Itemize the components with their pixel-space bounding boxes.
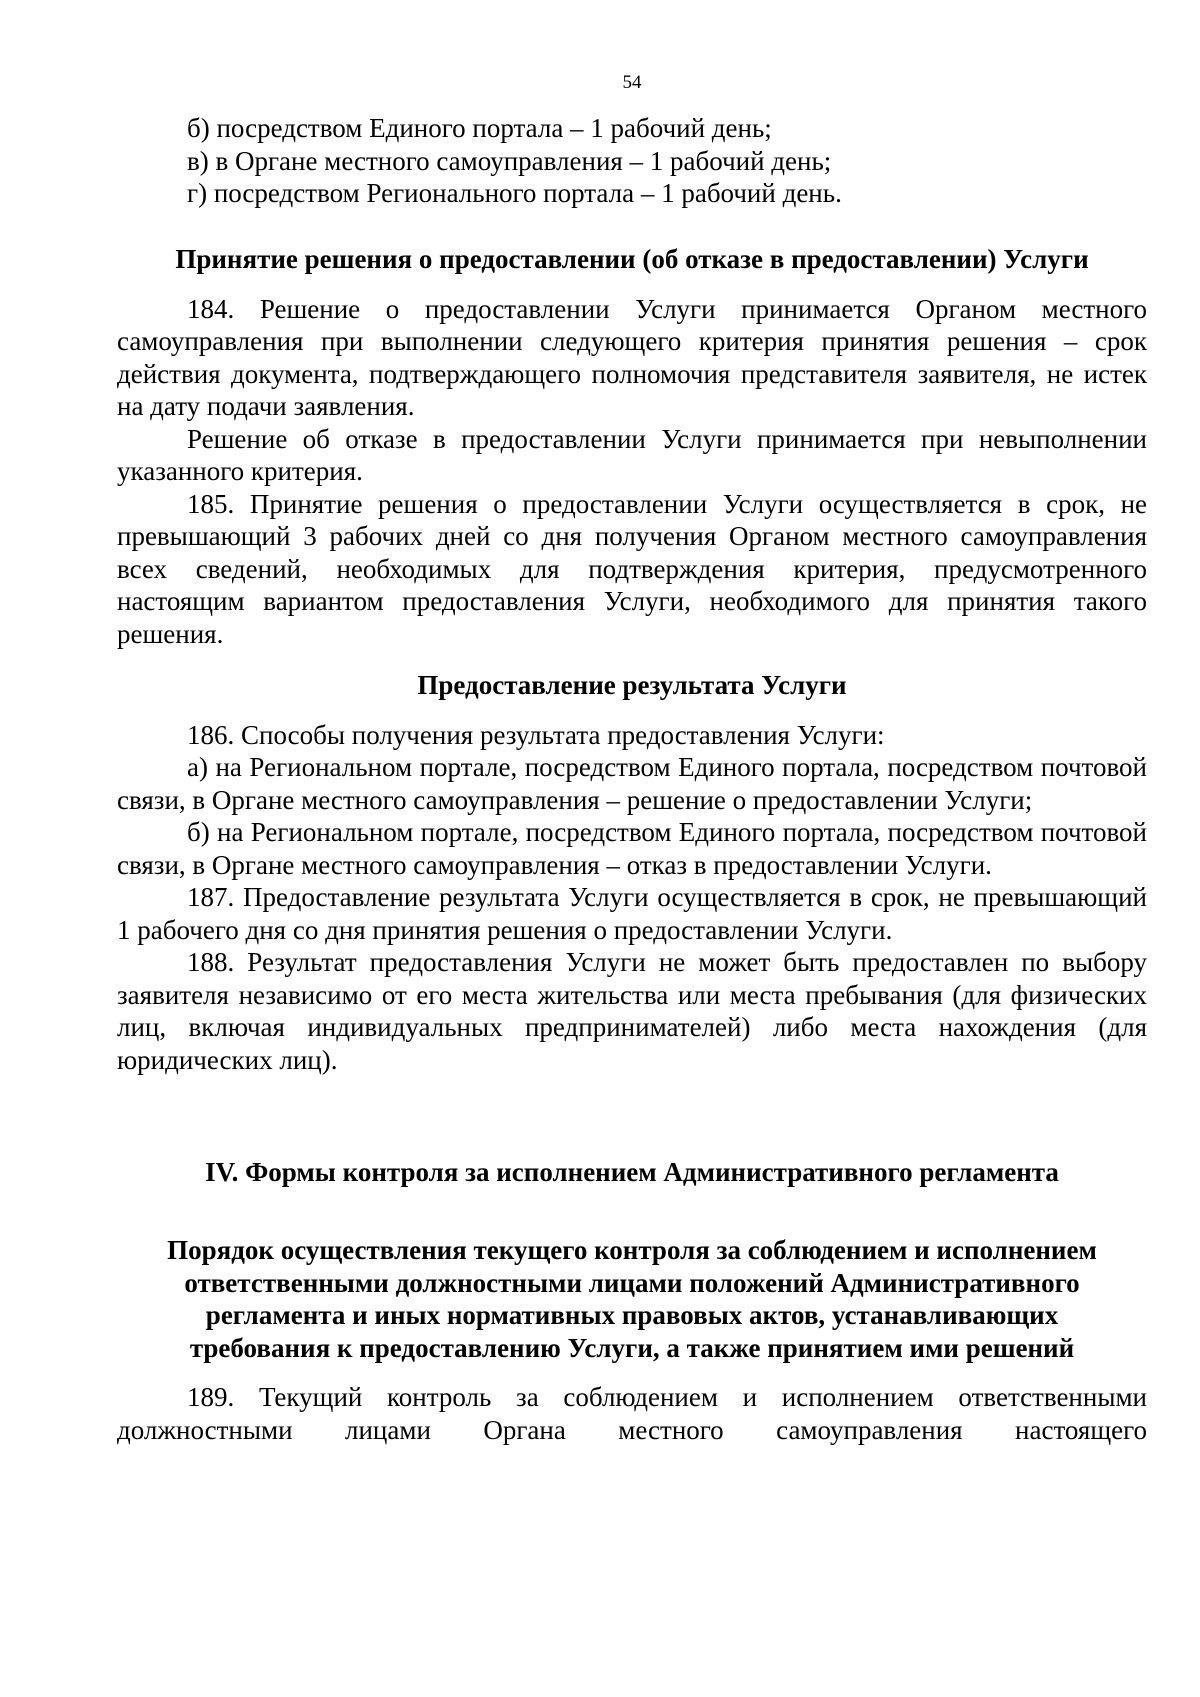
paragraph-186: 186. Способы получения результата предоставления Услуги: bbox=[187, 719, 885, 750]
section-decision bbox=[117, 243, 1147, 650]
top-list bbox=[117, 112, 1147, 210]
list-item: в) в Органе местного самоуправления – 1 рабочий день; bbox=[187, 145, 832, 176]
paragraph-187: 187. Предоставление результата Услуги осуществляется в срок, не превышающий 1 рабочего дня со дня принятия решения о предоставлении Услуги. bbox=[117, 882, 1147, 945]
paragraph-188: 188. Результат предоставления Услуги не может быть предоставлен по выбору заявителя независимо от его места жительства или места пребывания (для физических лиц, включая индивидуальных предпринимателей) либо места нахождения (для юридических лиц). bbox=[117, 947, 1147, 1075]
section-current-control bbox=[117, 1234, 1147, 1446]
section-result bbox=[117, 669, 1147, 1076]
paragraph-186-b: б) на Региональном портале, посредством Единого портала, посредством почтовой связи, в Органе местного самоуправления – отказ в предоставлении Услуги. bbox=[117, 817, 1147, 880]
section-heading: Предоставление результата Услуги bbox=[417, 670, 847, 700]
section-heading-line: регламента и иных нормативных правовых актов, устанавливающих bbox=[205, 1300, 1059, 1330]
paragraph-refusal: Решение об отказе в предоставлении Услуги принимается при невыполнении указанного критерия. bbox=[117, 423, 1147, 486]
paragraph-189: 189. Текущий контроль за соблюдением и исполнением ответственными должностными лицами Органа местного самоуправления настоящего bbox=[117, 1382, 1147, 1445]
paragraph-185: 185. Принятие решения о предоставлении Услуги осуществляется в срок, не превышающий 3 рабочих дней со дня получения Органом местного самоуправления всех сведений, необходимых для подтверждения критерия, предусмотренного настоящим вариантом предоставления Услуги, необходимого для принятия такого решения. bbox=[117, 488, 1147, 649]
paragraph-186-a: а) на Региональном портале, посредством Единого портала, посредством почтовой связи, в Органе местного самоуправления – решение о предоставлении Услуги; bbox=[117, 752, 1147, 815]
section-heading-line: требования к предоставлению Услуги, а также принятием ими решений bbox=[189, 1332, 1075, 1363]
list-item: г) посредством Регионального портала – 1 рабочий день. bbox=[187, 178, 842, 208]
section-heading-line: ответственными должностными лицами положений Административного bbox=[184, 1267, 1080, 1298]
paragraph-184: 184. Решение о предоставлении Услуги принимается Органом местного самоуправления при выполнении следующего критерия принятия решения – срок действия документа, подтверждающего полномочия представителя заявителя, не истек на дату подачи заявления. bbox=[117, 293, 1147, 421]
chapter-iv bbox=[117, 1156, 1147, 1189]
page-number: 54 bbox=[622, 72, 642, 93]
chapter-heading: IV. Формы контроля за исполнением Административного регламента bbox=[205, 1157, 1059, 1187]
section-heading: Принятие решения о предоставлении (об отказе в предоставлении) Услуги bbox=[175, 244, 1089, 274]
list-item: б) посредством Единого портала – 1 рабочий день; bbox=[187, 113, 772, 143]
section-heading-line: Порядок осуществления текущего контроля за соблюдением и исполнением bbox=[167, 1235, 1097, 1265]
